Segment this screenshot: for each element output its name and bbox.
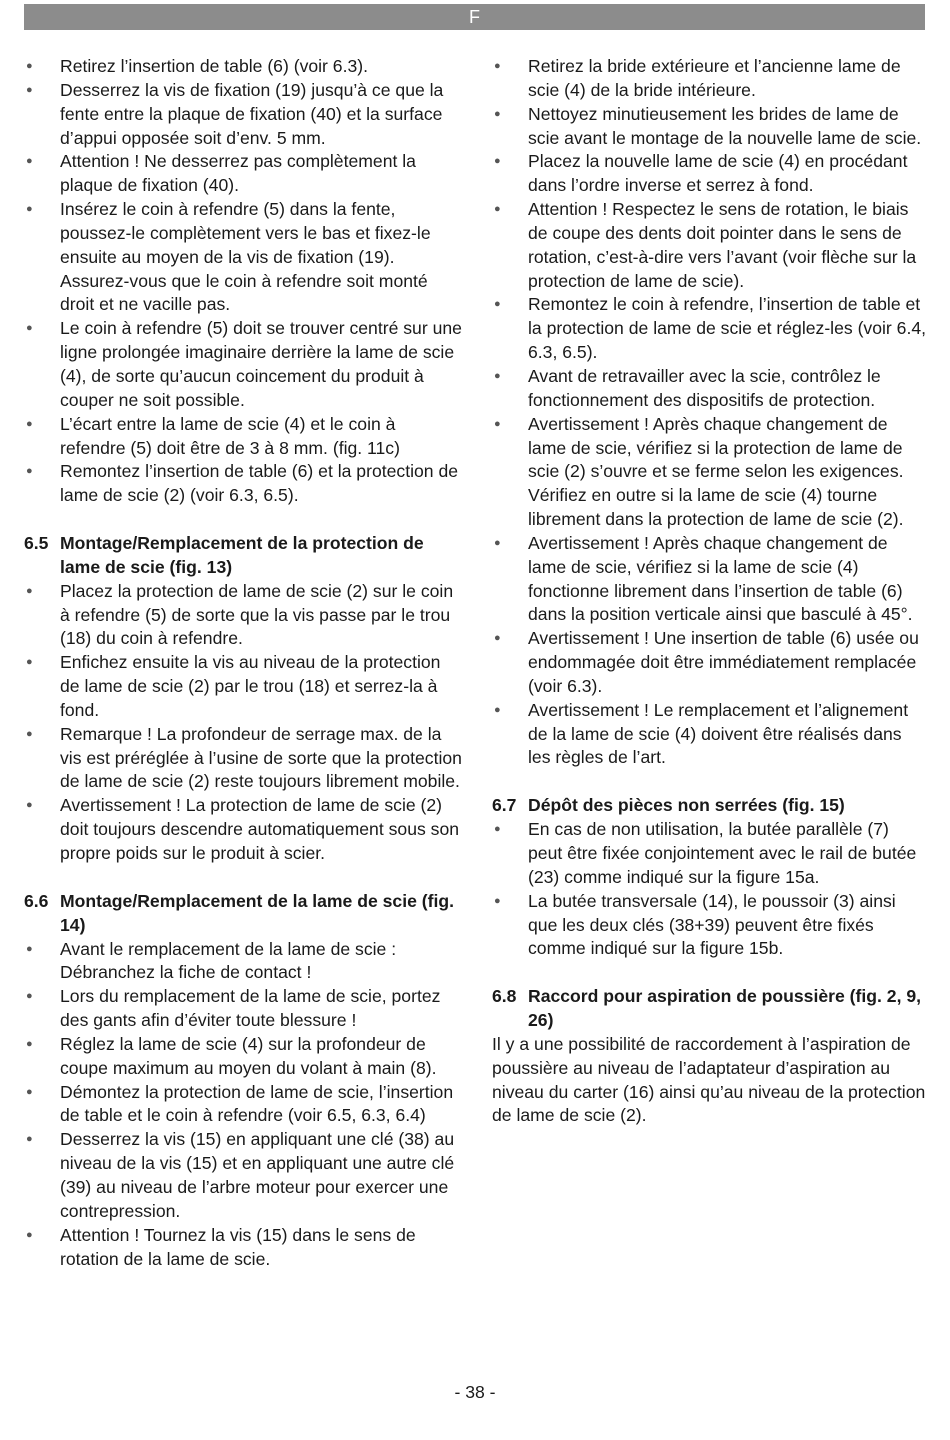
list-item: ● Desserrez la vis (15) en appliquant une clé (38) au niveau de la vis (15) et en appliquant une autre clé (39) au niveau de l’arbre moteur pour exercer une contrepression. bbox=[24, 1128, 464, 1223]
page-number: - 38 - bbox=[454, 1382, 496, 1402]
section-6-8 bbox=[492, 985, 928, 1128]
list-item: ● En cas de non utilisation, la butée parallèle (7) peut être fixée conjointement avec le rail de butée (23) comme indiqué sur la figure 15a. bbox=[492, 818, 928, 890]
list-item: ● Placez la protection de lame de scie (2) sur le coin à refendre (5) de sorte que la vis passe par le trou (18) du coin à refendre. bbox=[24, 580, 464, 652]
list-item: ● L’écart entre la lame de scie (4) et le coin à refendre (5) doit être de 3 à 8 mm. (fig. 11c) bbox=[24, 413, 464, 461]
list-item: ● Retirez la bride extérieure et l’ancienne lame de scie (4) de la bride intérieure. bbox=[492, 55, 928, 103]
list-item: ● Avant de retravailler avec la scie, contrôlez le fonctionnement des dispositifs de protection. bbox=[492, 365, 928, 413]
list-item: ● Réglez la lame de scie (4) sur la profondeur de coupe maximum au moyen du volant à main (8). bbox=[24, 1033, 464, 1081]
section-6-5 bbox=[24, 532, 464, 866]
list-item: ● Avant le remplacement de la lame de scie : Débranchez la fiche de contact ! bbox=[24, 938, 464, 986]
list-item: ● Avertissement ! Une insertion de table (6) usée ou endommagée doit être immédiatement remplacée (voir 6.3). bbox=[492, 627, 928, 699]
list-item: ● Avertissement ! La protection de lame de scie (2) doit toujours descendre automatiquement sous son propre poids sur le produit à scier. bbox=[24, 794, 464, 866]
list-item: ● Remontez le coin à refendre, l’insertion de table et la protection de lame de scie et réglez-les (voir 6.4, 6.3, 6.5). bbox=[492, 293, 928, 365]
section-title: Raccord pour aspiration de poussière (fig. 2, 9, 26) bbox=[528, 986, 922, 1031]
list-item: ● Insérez le coin à refendre (5) dans la fente, poussez-le complètement vers le bas et fixez-le ensuite au moyen de la vis de fixation (19). Assurez-vous que le coin à refendre soit monté droit et ne vacille pas. bbox=[24, 198, 464, 317]
section-number: 6.5 bbox=[24, 533, 49, 554]
section-heading bbox=[492, 985, 928, 1033]
section-title: Dépôt des pièces non serrées (fig. 15) bbox=[528, 795, 845, 816]
right-column bbox=[492, 55, 928, 1128]
list-item: ● Placez la nouvelle lame de scie (4) en procédant dans l’ordre inverse et serrez à fond. bbox=[492, 150, 928, 198]
left-column bbox=[24, 55, 464, 1271]
section-6-7-list bbox=[492, 818, 928, 961]
list-item: ● Attention ! Tournez la vis (15) dans le sens de rotation de la lame de scie. bbox=[24, 1224, 464, 1272]
list-item: ● Remarque ! La profondeur de serrage max. de la vis est préréglée à l’usine de sorte que la protection de lame de scie (2) reste toujours librement mobile. bbox=[24, 723, 464, 795]
list-item: ● Attention ! Respectez le sens de rotation, le biais de coupe des dents doit pointer dans le sens de rotation, c’est-à-dire vers l’avant (voir flèche sur la protection de lame de scie). bbox=[492, 198, 928, 293]
list-item: ● La butée transversale (14), le poussoir (3) ainsi que les deux clés (38+39) peuvent être fixés comme indiqué sur la figure 15b. bbox=[492, 890, 928, 962]
section-6-7 bbox=[492, 794, 928, 961]
section-heading bbox=[24, 532, 464, 580]
section-title: Montage/Remplacement de la protection de lame de scie (fig. 13) bbox=[60, 533, 424, 577]
list-item: ● Nettoyez minutieusement les brides de lame de scie avant le montage de la nouvelle lame de scie. bbox=[492, 103, 928, 151]
list-item: ● Avertissement ! Le remplacement et l’alignement de la lame de scie (4) doivent être réalisés dans les règles de l’art. bbox=[492, 699, 928, 771]
list-item: ● Desserrez la vis de fixation (19) jusqu’à ce que la fente entre la plaque de fixation (40) et la surface d’appui opposée soit d’env. 5 mm. bbox=[24, 79, 464, 151]
section-number: 6.6 bbox=[24, 890, 49, 911]
section-number: 6.8 bbox=[492, 986, 517, 1007]
list-item: ● Retirez l’insertion de table (6) (voir 6.3). bbox=[24, 55, 464, 79]
list-item: ● Attention ! Ne desserrez pas complètement la plaque de fixation (40). bbox=[24, 150, 464, 198]
list-item: ● Le coin à refendre (5) doit se trouver centré sur une ligne prolongée imaginaire derrière la lame de scie (4), de sorte qu’aucun coincement du produit à couper ne soit possible. bbox=[24, 317, 464, 412]
section-6-6 bbox=[24, 890, 464, 1272]
section-number: 6.7 bbox=[492, 795, 517, 816]
intro-list-right bbox=[492, 55, 928, 770]
list-item: ● Lors du remplacement de la lame de scie, portez des gants afin d’éviter toute blessure ! bbox=[24, 985, 464, 1033]
list-item: ● Avertissement ! Après chaque changement de lame de scie, vérifiez si la protection de lame de scie (2) s’ouvre et se ferme selon les exigences. Vérifiez en outre si la lame de scie (4) tourne librement dans la protection de lame de scie (2). bbox=[492, 413, 928, 532]
section-6-5-list bbox=[24, 580, 464, 866]
section-6-6-list bbox=[24, 938, 464, 1272]
section-title: Montage/Remplacement de la lame de scie (fig. 14) bbox=[60, 890, 455, 935]
list-item: ● Avertissement ! Après chaque changement de lame de scie, vérifiez si la lame de scie (4) fonctionne librement dans l’insertion de table (6) dans la position verticale ainsi que basculé à 45°. bbox=[492, 532, 928, 627]
list-item: ● Remontez l’insertion de table (6) et la protection de lame de scie (2) (voir 6.3, 6.5). bbox=[24, 460, 464, 508]
list-item: ● Démontez la protection de lame de scie, l’insertion de table et le coin à refendre (voir 6.5, 6.3, 6.4) bbox=[24, 1081, 464, 1129]
intro-list-left bbox=[24, 55, 464, 508]
section-heading bbox=[492, 794, 928, 818]
language-label: F bbox=[469, 7, 480, 27]
section-paragraph: Il y a une possibilité de raccordement à l’aspiration de poussière au niveau de l’adaptateur d’aspiration au niveau du carter (16) ainsi qu’au niveau de la protection de lame de scie (2). bbox=[492, 1033, 926, 1126]
list-item: ● Enfichez ensuite la vis au niveau de la protection de lame de scie (2) par le trou (18) et serrez-la à fond. bbox=[24, 651, 464, 723]
section-heading bbox=[24, 890, 464, 938]
header-bar bbox=[24, 4, 925, 30]
